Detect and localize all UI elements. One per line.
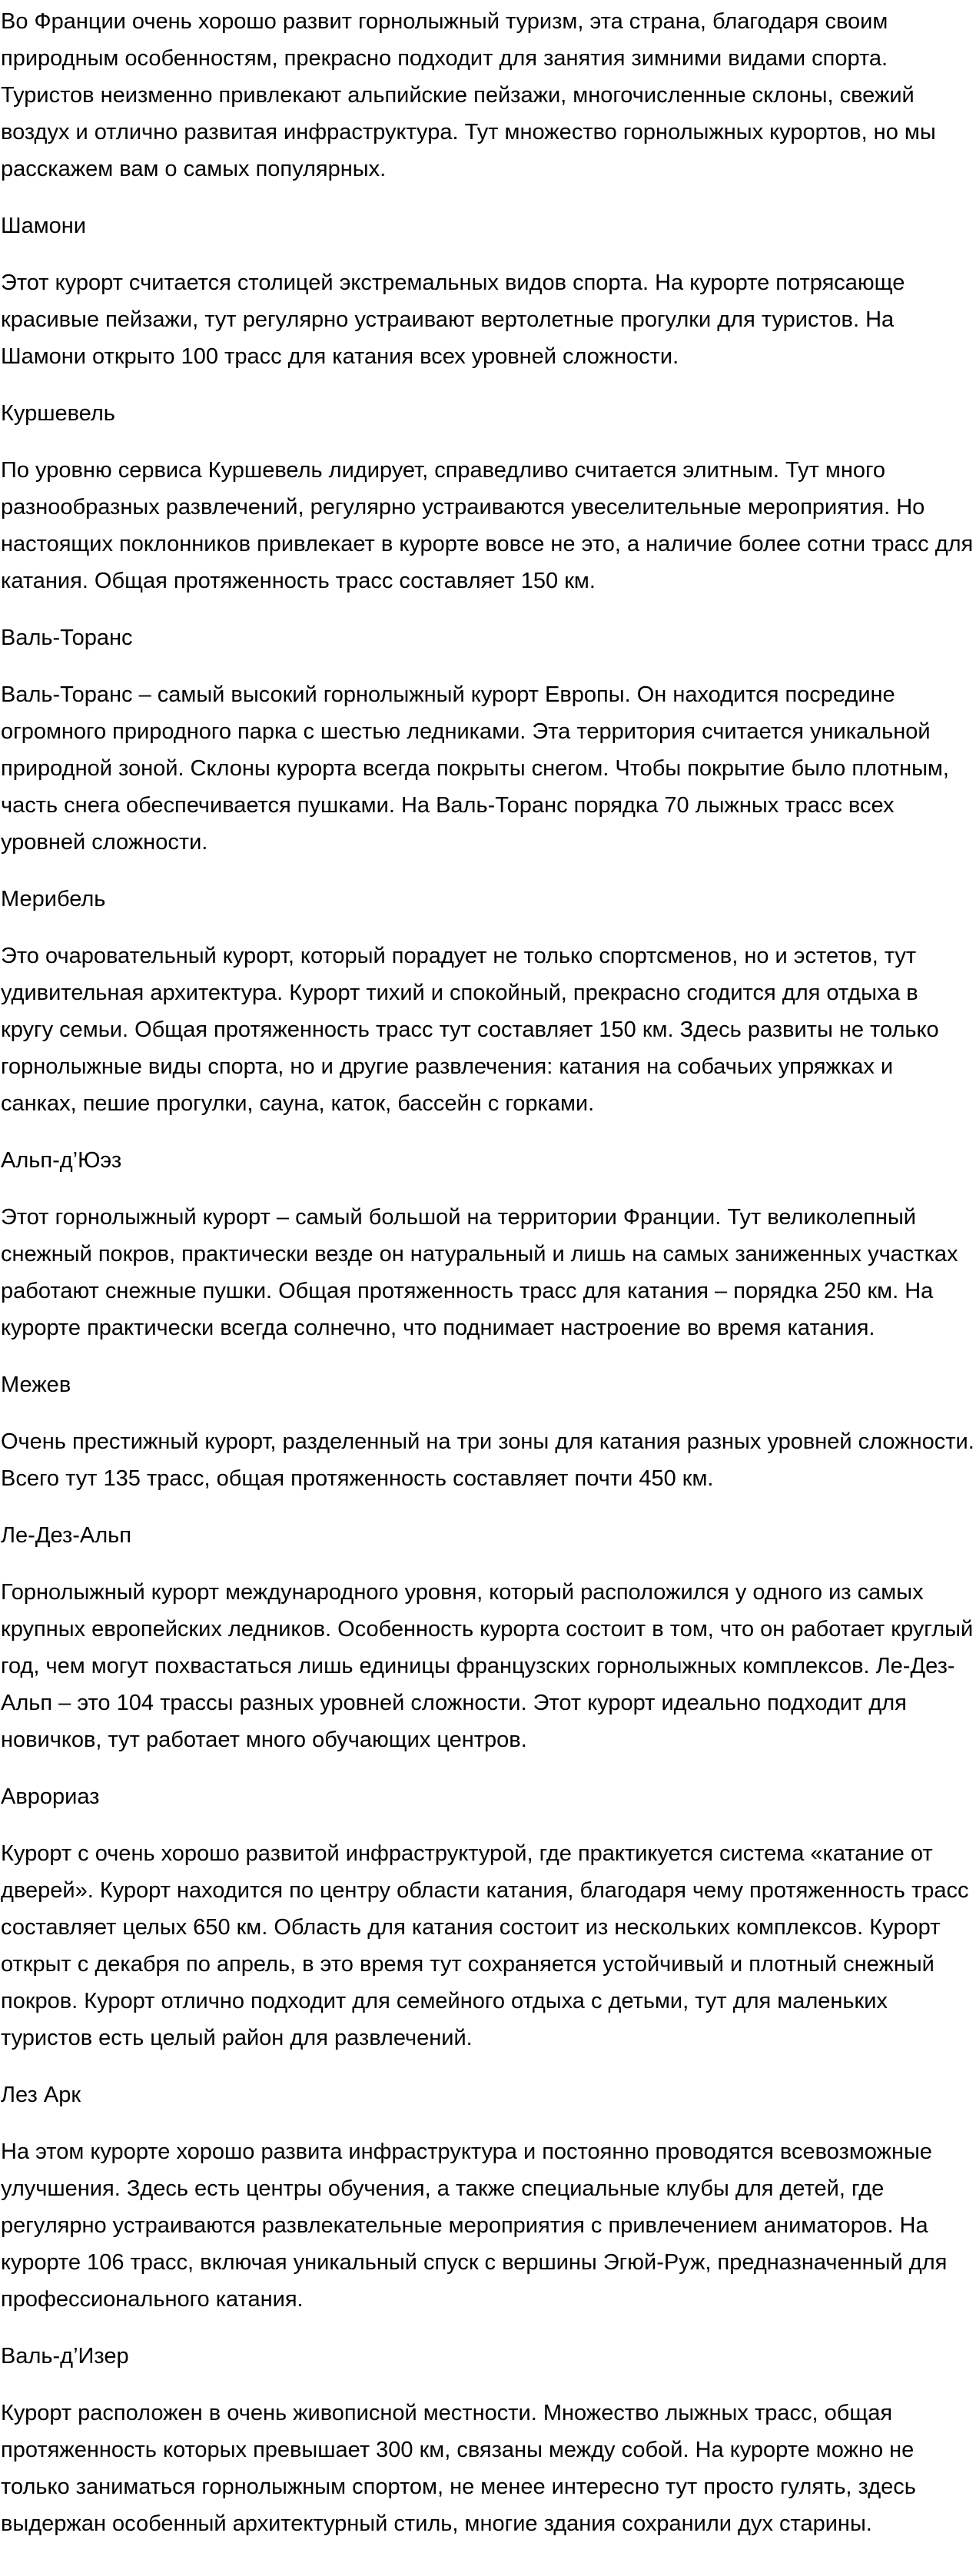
intro-paragraph: Во Франции очень хорошо развит горнолыжный туризм, эта страна, благодаря своим природным особенностям, прекрасно подходит для занятия зимними видами спорта. Туристов неизменно привлекают альпийские пейзажи, многочисленные склоны, свежий воздух и отлично развитая инфраструктура. Тут множество горнолыжных курортов, но мы расскажем вам о самых популярных. (1, 9, 936, 181)
resort-heading: Лез Арк (1, 2083, 81, 2107)
resort-heading: Шамони (1, 214, 86, 238)
resort-heading: Валь-д’Изер (1, 2344, 129, 2369)
resort-section-megeve (1, 1366, 974, 1497)
resort-section-alpe-dhuez (1, 1142, 974, 1346)
resort-paragraph: Очень престижный курорт, разделенный на три зоны для катания разных уровней сложности. Всего тут 135 трасс, общая протяженность составляет почти 450 км. (1, 1429, 974, 1491)
resort-heading: Межев (1, 1373, 71, 1397)
resort-section-val-disere (1, 2338, 974, 2542)
resort-paragraph: Валь-Торанс – самый высокий горнолыжный курорт Европы. Он находится посредине огромного природного парка с шестью ледниками. Эта территория считается уникальной природной зоной. Склоны курорта всегда покрыты снегом. Чтобы покрытие было плотным, часть снега обеспечивается пушками. На Валь-Торанс порядка 70 лыжных трасс всех уровней сложности. (1, 682, 949, 855)
resort-heading: Альп-д’Юэз (1, 1148, 122, 1173)
resort-paragraph: Этот горнолыжный курорт – самый большой на территории Франции. Тут великолепный снежный покров, практически везде он натуральный и лишь на самых заниженных участках работают снежные пушки. Общая протяженность трасс для катания – порядка 250 км. На курорте практически всегда солнечно, что поднимает настроение во время катания. (1, 1205, 958, 1340)
resort-section-meribel (1, 881, 974, 1122)
resort-heading: Аврориаз (1, 1784, 100, 1809)
resort-heading: Мерибель (1, 887, 106, 911)
resort-section-val-thorens (1, 619, 974, 861)
resort-paragraph: На этом курорте хорошо развита инфраструктура и постоянно проводятся всевозможные улучшения. Здесь есть центры обучения, а также специальные клубы для детей, где регулярно устраиваются развлекательные мероприятия с привлечением аниматоров. На курорте 106 трасс, включая уникальный спуск с вершины Эгюй-Руж, предназначенный для профессионального катания. (1, 2139, 948, 2312)
resort-section-les-arcs (1, 2076, 974, 2318)
resort-paragraph: Это очаровательный курорт, который порадует не только спортсменов, но и эстетов, тут удивительная архитектура. Курорт тихий и спокойный, прекрасно сгодится для отдыха в кругу семьи. Общая протяженность трасс тут составляет 150 км. Здесь развиты не только горнолыжные виды спорта, но и другие развлечения: катания на собачьих упряжках и санках, пешие прогулки, сауна, каток, бассейн с горками. (1, 944, 939, 1116)
resort-paragraph: Курорт расположен в очень живописной местности. Множество лыжных трасс, общая протяженность которых превышает 300 км, связаны между собой. На курорте можно не только заниматься горнолыжным спортом, не менее интересно тут просто гулять, здесь выдержан особенный архитектурный стиль, многие здания сохранили дух старины. (1, 2401, 916, 2536)
resort-paragraph: Горнолыжный курорт международного уровня, который расположился у одного из самых крупных европейских ледников. Особенность курорта состоит в том, что он работает круглый год, чем могут похвастаться лишь единицы французских горнолыжных комплексов. Ле-Дез-Альп – это 104 трассы разных уровней сложности. Этот курорт идеально подходит для новичков, тут работает много обучающих центров. (1, 1580, 974, 1752)
resort-section-courchevel (1, 395, 974, 599)
resort-heading: Куршевель (1, 401, 115, 426)
resort-heading: Ле-Дез-Альп (1, 1523, 131, 1548)
resort-section-chamonix (1, 207, 974, 375)
resort-paragraph: Этот курорт считается столицей экстремальных видов спорта. На курорте потрясающе красивые пейзажи, тут регулярно устраивают вертолетные прогулки для туристов. На Шамони открыто 100 трасс для катания всех уровней сложности. (1, 271, 905, 369)
resort-section-avoriaz (1, 1778, 974, 2056)
resort-paragraph: По уровню сервиса Куршевель лидирует, справедливо считается элитным. Тут много разнообразных развлечений, регулярно устраиваются увеселительные мероприятия. Но настоящих поклонников привлекает в курорте вовсе не это, а наличие более сотни трасс для катания. Общая протяженность трасс составляет 150 км. (1, 458, 974, 593)
resort-section-les-deux-alpes (1, 1517, 974, 1758)
resort-paragraph: Курорт с очень хорошо развитой инфраструктурой, где практикуется система «катание от дверей». Курорт находится по центру области катания, благодаря чему протяженность трасс составляет целых 650 км. Область для катания состоит из нескольких комплексов. Курорт открыт с декабря по апрель, в это время тут сохраняется устойчивый и плотный снежный покров. Курорт отлично подходит для семейного отдыха с детьми, тут для маленьких туристов есть целый район для развлечений. (1, 1841, 969, 2050)
resort-heading: Валь-Торанс (1, 626, 133, 650)
